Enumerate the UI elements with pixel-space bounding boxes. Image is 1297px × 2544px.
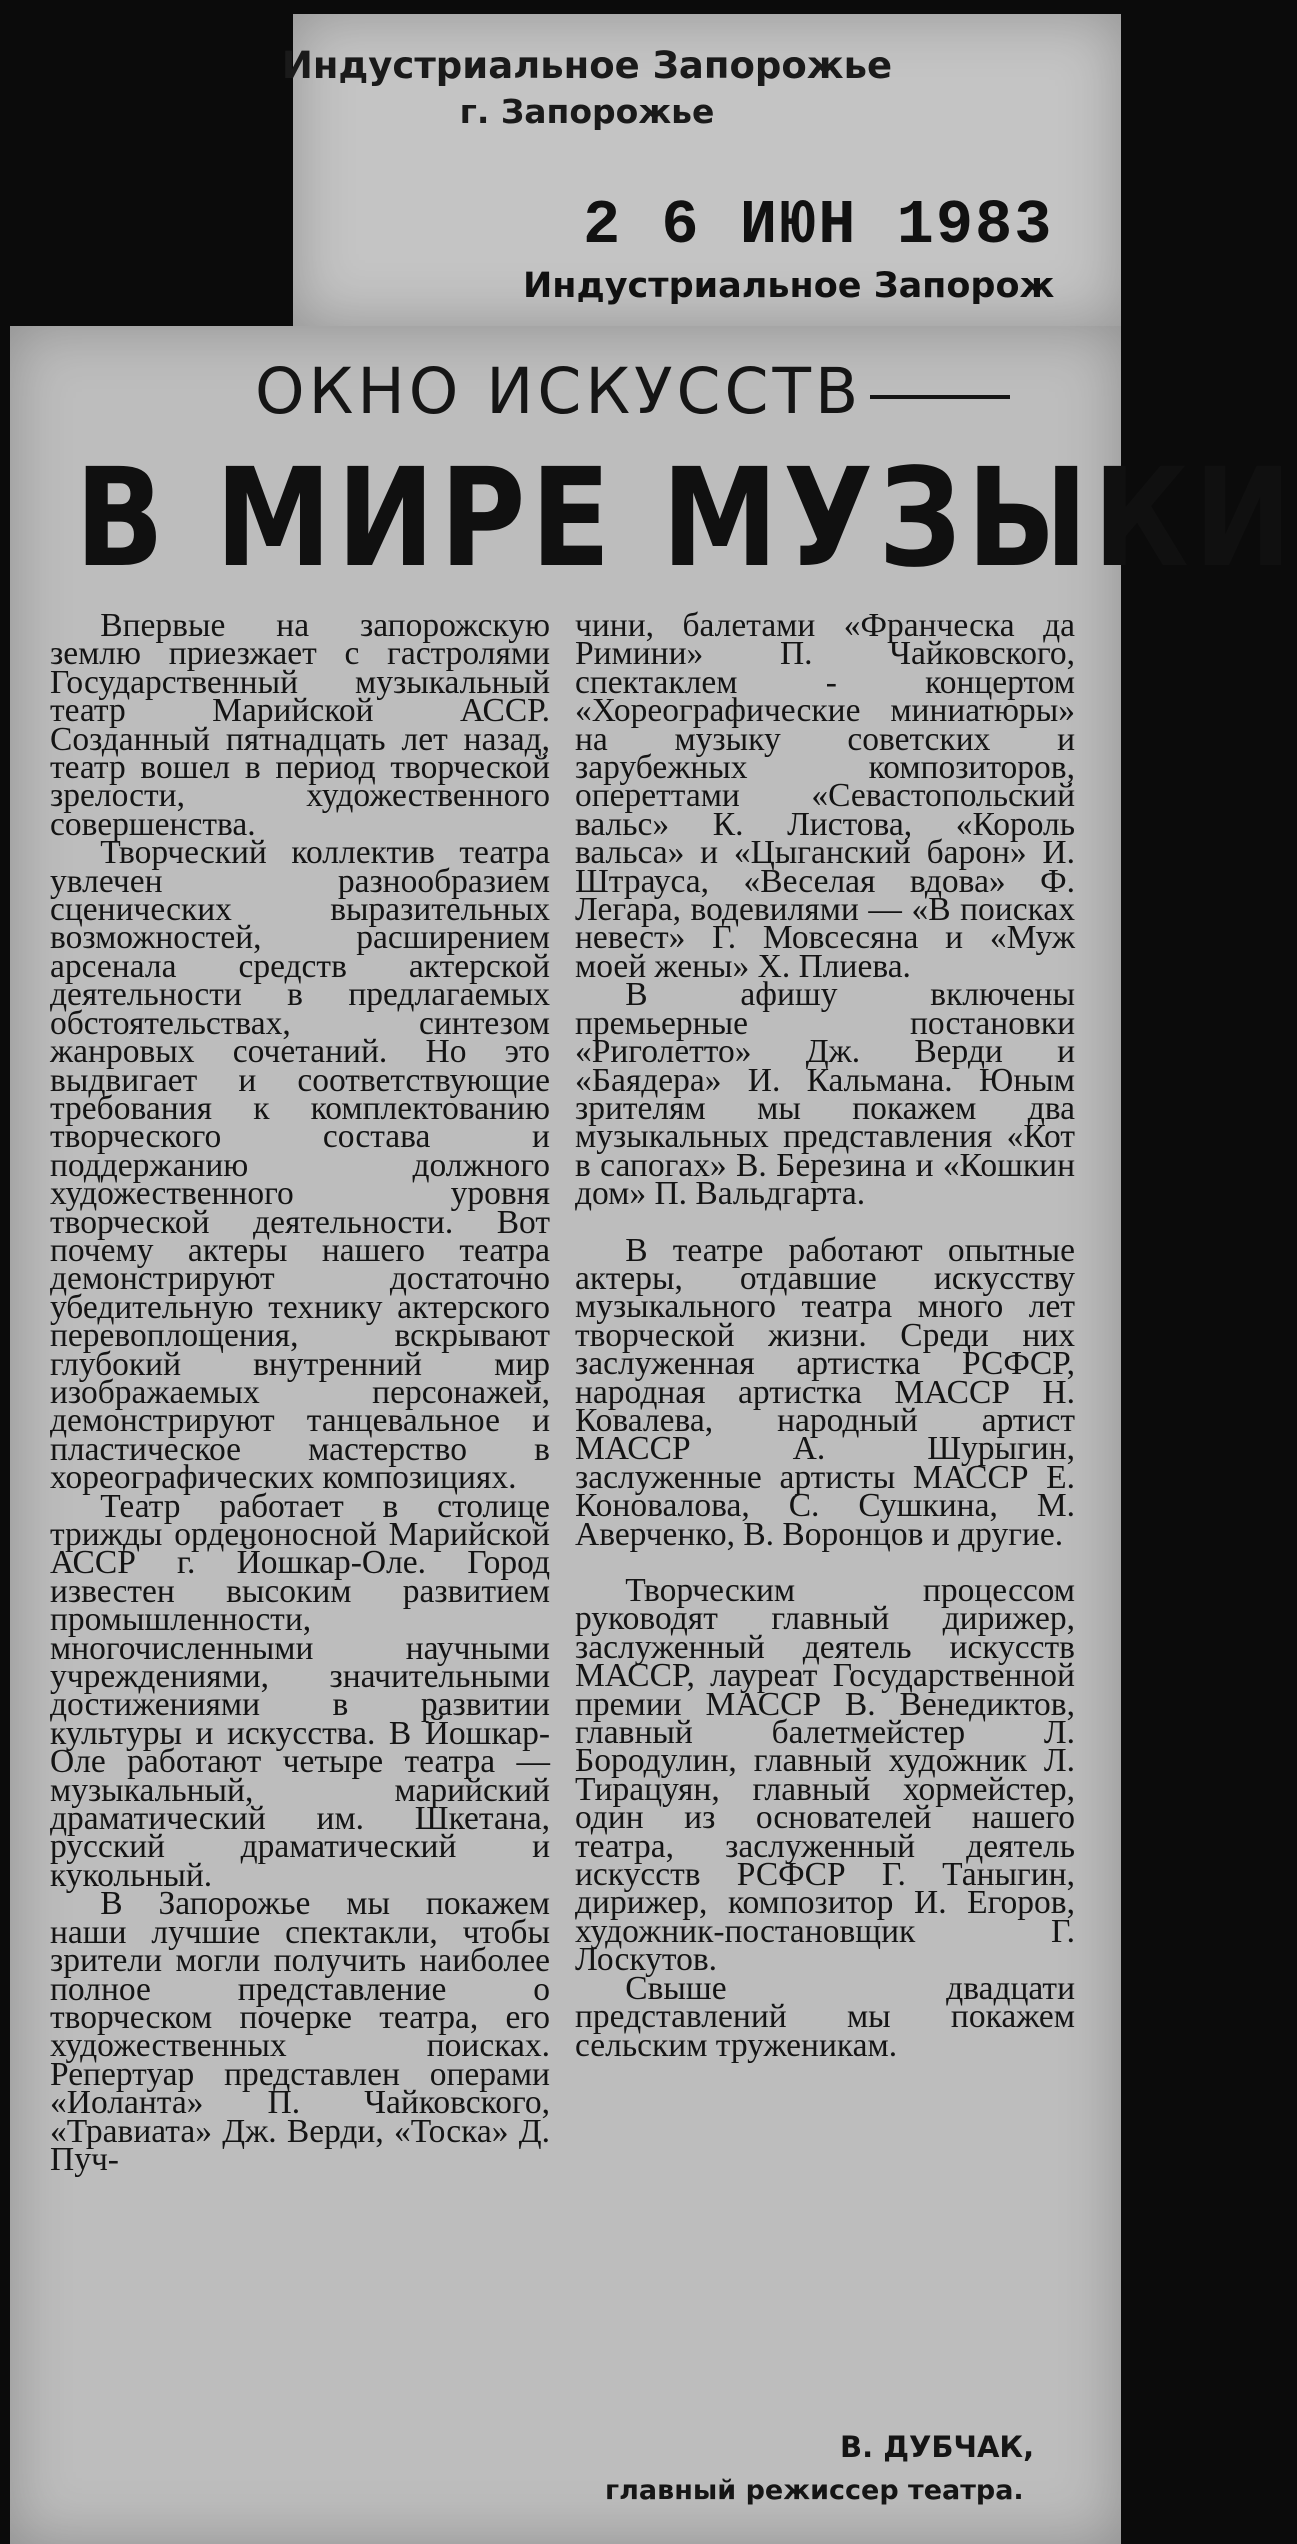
- stamp-date: 2 6 ИЮН 1983: [583, 190, 1054, 261]
- article-column-left: [50, 607, 550, 2178]
- rubric-dash: [870, 395, 1010, 399]
- author-role: главный режиссер театра.: [605, 2475, 1024, 2506]
- paragraph: Свыше двадцати представлений мы покажем сельским труженикам.: [575, 1969, 1075, 2064]
- paragraph: В Запорожье мы покажем наши лучшие спектакли, чтобы зрители могли получить наиболее полное представление о творческом почерке театра, его художественных поисках. Репертуар представлен операми «Иоланта» П. Чайковского, «Травиата» Дж. Верди, «Тоска» Д. Пуч-: [50, 1885, 550, 2178]
- newspaper-stamp: [281, 14, 1121, 326]
- article-headline: В МИРЕ МУЗЫКИ: [75, 440, 1297, 598]
- paragraph: чини, балетами «Франческа да Римини» П. Чайковского, спектаклем - концертом «Хореографические миниатюры» на музыку советских и зарубежных композиторов, опереттами «Севастопольский вальс» К. Листова, «Король вальса» и «Цыганский барон» И. Штрауса, «Веселая вдова» Ф. Легара, водевилями — «В поисках невест» Г. Мовсесяна и «Муж моей жены» Х. Плиева.: [575, 607, 1075, 985]
- stamp-newspaper-name-repeat: Индустриальное Запорож: [523, 266, 1055, 306]
- stamp-city: г. Запорожье: [459, 92, 715, 131]
- paragraph: В афишу включены премьерные постановки «Риголетто» Дж. Верди и «Баядера» И. Кальмана. Юным зрителям мы покажем два музыкальных представления «Кот в сапогах» В. Березина и «Кошкин дом» П. Вальдгарта.: [575, 976, 1075, 1213]
- stamp-newspaper-name: Индустриальное Запорожье: [281, 44, 893, 87]
- paragraph: Творческий коллектив театра увлечен разнообразием сценических выразительных возможностей, расширением арсенала средств актерской деятельности в предлагаемых обстоятельствах, синтезом жанровых сочетаний. Но это выдвигает и соответствующие требования к комплектованию творческого состава и поддержанию должного художественного уровня творческой деятельности. Вот почему актеры нашего театра демонстрируют достаточно убедительную технику актерского перевоплощения, вскрывают глубокий внутренний мир изображаемых персонажей, демонстрируют танцевальное и пластическое мастерство в хореографических композициях.: [50, 834, 550, 1497]
- author-name: В. ДУБЧАК,: [840, 2430, 1035, 2464]
- paragraph: Творческим процессом руководят главный дирижер, заслуженный деятель искусств МАССР, лауреат Государственной премии МАССР В. Венедиктов, главный балетмейстер Л. Бородулин, главный художник Л. Тирацуян, главный хормейстер, один из основателей нашего театра, заслуженный деятель искусств РСФСР Г. Таныгин, дирижер, композитор И. Егоров, художник-постановщик Г. Лоскутов.: [575, 1572, 1075, 1979]
- article-column-right: [575, 607, 1075, 2064]
- paragraph: В театре работают опытные актеры, отдавшие искусству музыкального театра много лет творческой жизни. Среди них заслуженная артистка РСФСР, народная артистка МАССР Н. Ковалева, народный артист МАССР А. Шурыгин, заслуженные артисты МАССР Е. Коновалова, С. Сушкина, М. Аверченко, В. Воронцов и другие.: [575, 1231, 1075, 1553]
- rubric-title: ОКНО ИСКУССТВ: [255, 355, 863, 428]
- paragraph: Впервые на запорожскую землю приезжает с гастролями Государственный музыкальный театр Марийской АССР. Созданный пятнадцать лет назад, театр вошел в период творческой зрелости, художественного совершенства.: [50, 607, 550, 843]
- paragraph: Театр работает в столице трижды орденоносной Марийской АССР г. Йошкар-Оле. Город известен высоким развитием промышленности, многочисленными научными учреждениями, значительными достижениями в развитии культуры и искусства. В Йошкар-Оле работают четыре театра — музыкальный, марийский драматический им. Шкетана, русский драматический и кукольный.: [50, 1487, 550, 1894]
